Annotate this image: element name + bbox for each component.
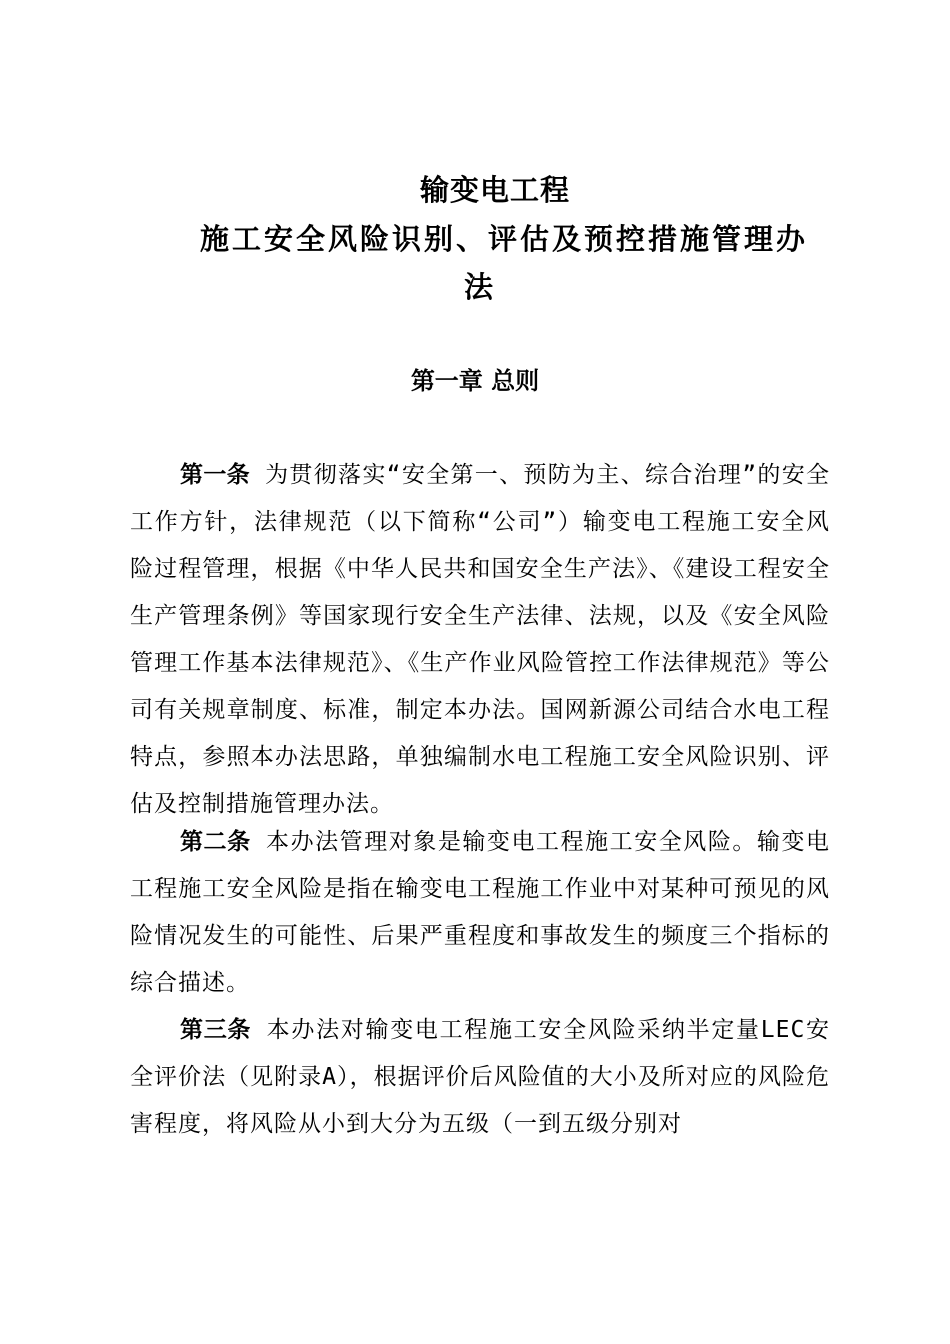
article-1-text: 为贯彻落实“安全第一、预防为主、综合治理”的安全工作方针，法律规范（以下简称“公司”）输变电工程施工安全风险过程管理，根据《中华人民共和国安全生产法》、《建设工程安全生产管理条例》等国家现行安全生产法律、法规，以及《安全风险管理工作基本法律规范》、《生产作业风险管控工作法律规范》等公司有关规章制度、标准，制定本办法。国网新源公司结合水电工程特点，参照本办法思路，单独编制水电工程施工安全风险识别、评估及控制措施管理办法。 bbox=[130, 462, 831, 817]
article-2-label: 第二条 bbox=[180, 828, 251, 855]
document-title-line-2: 施工安全风险识别、评估及预控措施管理办 bbox=[200, 222, 809, 256]
document-title-line-1: 输变电工程 bbox=[419, 173, 570, 207]
article-3-text: 本办法对输变电工程施工安全风险采纳半定量LEC安全评价法（见附录A），根据评价后风险值的大小及所对应的风险危害程度，将风险从小到大分为五级（一到五级分别对 bbox=[130, 1017, 831, 1137]
article-1-label: 第一条 bbox=[180, 461, 250, 488]
article-1 bbox=[130, 451, 830, 828]
document-title-line-3: 法 bbox=[463, 270, 494, 304]
article-3-label: 第三条 bbox=[180, 1016, 252, 1043]
article-3 bbox=[130, 1006, 830, 1148]
article-2 bbox=[130, 818, 830, 1007]
chapter-heading: 第一章 总则 bbox=[410, 366, 540, 395]
article-2-text: 本办法管理对象是输变电工程施工安全风险。输变电工程施工安全风险是指在输变电工程施工作业中对某种可预见的风险情况发生的可能性、后果严重程度和事故发生的频度三个指标的综合描述。 bbox=[130, 829, 830, 996]
